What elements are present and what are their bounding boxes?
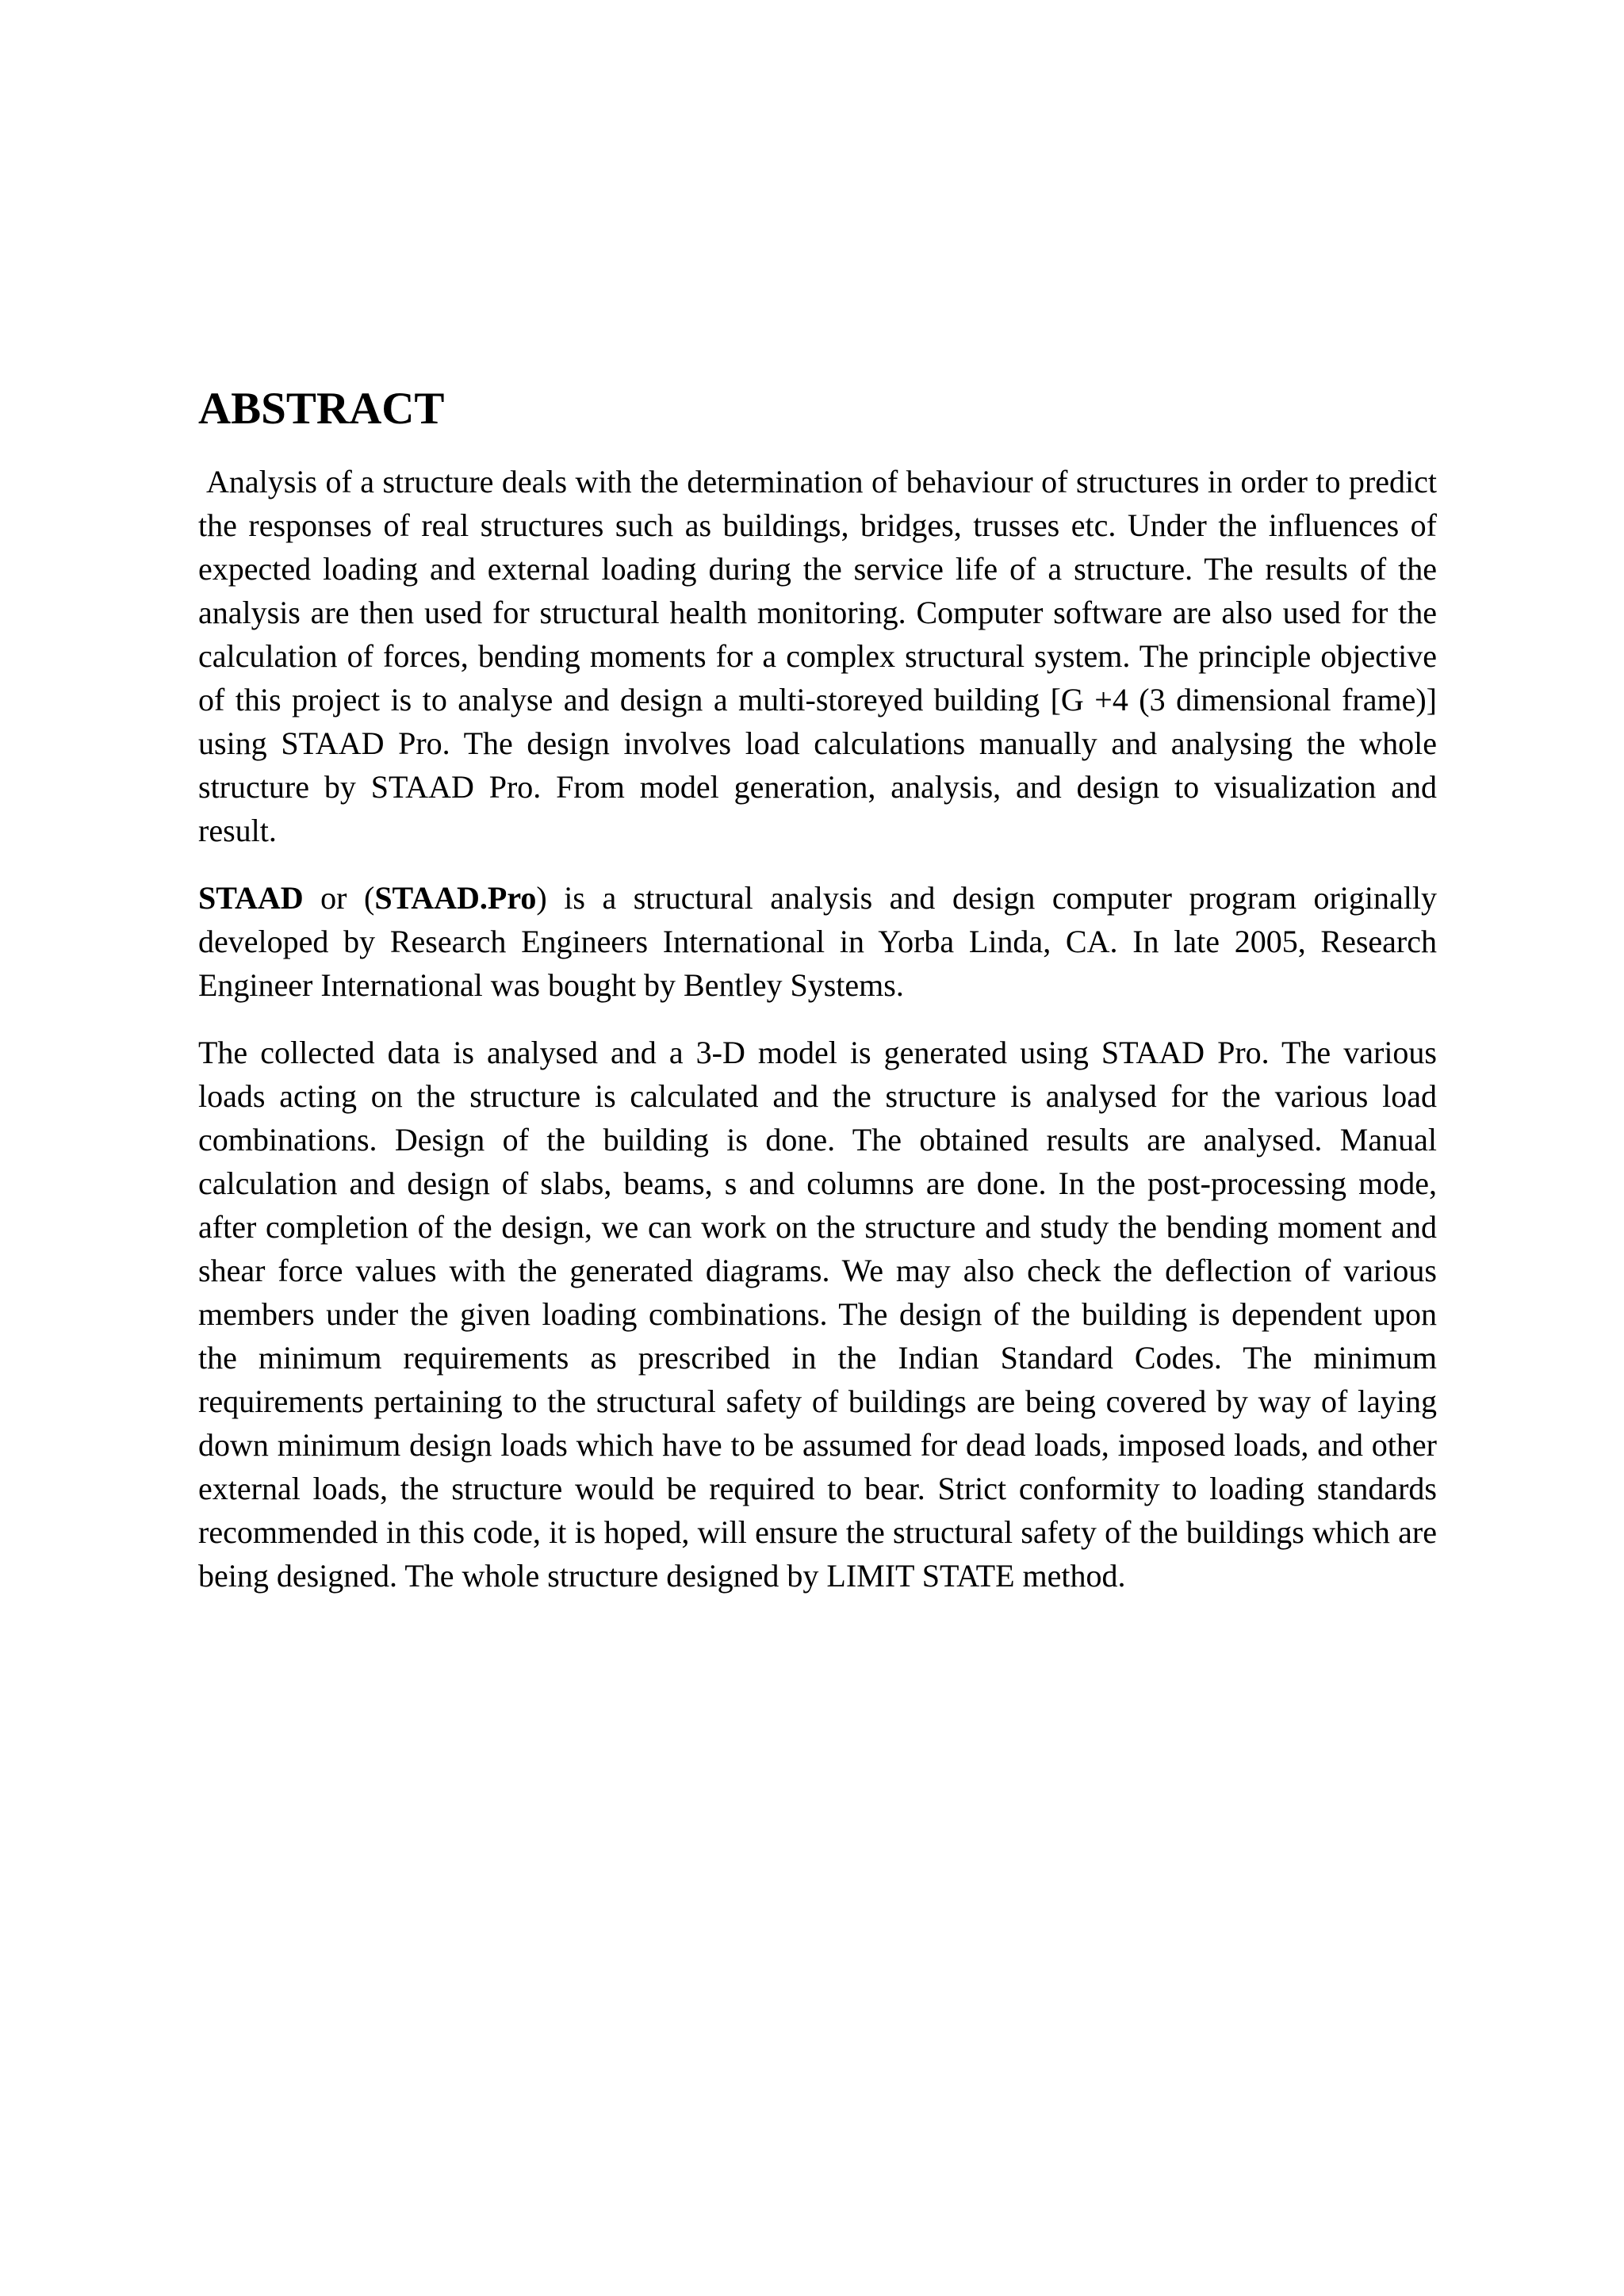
staad-pro-term: STAAD.Pro — [374, 880, 537, 916]
abstract-paragraph-3: The collected data is analysed and a 3-D model is generated using STAAD Pro. The various loads acting on the structure is calculated and the structure is analysed for the various load combinations. Design of the building is done. The obtained results are analysed. Manual calculation and design of slabs, beams, s and columns are done. In the post-processing mode, after completion of the design, we can work on the structure and study the bending moment and shear force values with the generated diagrams. We may also check the deflection of various members under the given loading combinations. The design of the building is dependent upon the minimum requirements as prescribed in the Indian Standard Codes. The minimum requirements pertaining to the structural safety of buildings are being covered by way of laying down minimum design loads which have to be assumed for dead loads, imposed loads, and other external loads, the structure would be required to bear. Strict conformity to loading standards recommended in this code, it is hoped, will ensure the structural safety of the buildings which are being designed. The whole structure designed by LIMIT STATE method. — [198, 1035, 1437, 1594]
page-title: ABSTRACT — [198, 384, 445, 434]
abstract-paragraph-1: Analysis of a structure deals with the determination of behaviour of structures in order to predict the responses of real structures such as buildings, bridges, trusses etc. Under the influences of expected loading and external loading during the service life of a structure. The results of the analysis are then used for structural health monitoring. Computer software are also used for the calculation of forces, bending moments for a complex structural system. The principle objective of this project is to analyse and design a multi-storeyed building [G +4 (3 dimensional frame)] using STAAD Pro. The design involves load calculations manually and analysing the whole structure by STAAD Pro. From model generation, analysis, and design to visualization and result. — [198, 464, 1437, 848]
paragraph-2-text: ) is a structural analysis and design computer program originally developed by Research Engineers International in Yorba Linda, CA. In late 2005, Research Engineer International was bought by Bentley Systems. — [198, 880, 1438, 1003]
document-page — [198, 377, 1437, 1621]
staad-term: STAAD — [198, 880, 304, 916]
abstract-paragraph-2 — [198, 876, 1437, 1007]
paragraph-2-connector: or ( — [303, 880, 375, 916]
